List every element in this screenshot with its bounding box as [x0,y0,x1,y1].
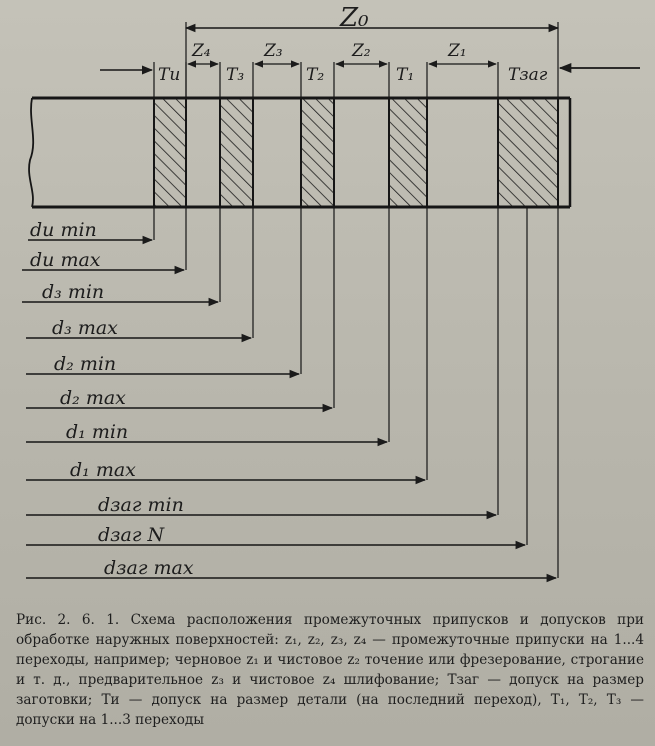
label-dn-max: dи max [30,249,101,271]
zone-tzag [498,98,558,207]
diameter-dimensions [22,207,558,579]
label-t2: T₂ [306,65,325,85]
label-z2: Z₂ [352,41,371,61]
label-d1-max: d₁ max [70,459,136,481]
label-tn: Tи [158,65,181,85]
zone-t3 [220,98,253,207]
label-z1: Z₁ [448,41,467,61]
zone-t2 [301,98,334,207]
z0-label: Z₀ [340,3,369,33]
label-d3-min: d₃ min [42,281,105,303]
zone-t1 [389,98,427,207]
workpiece-body [29,98,570,207]
label-tzag: Tзаг [508,65,548,85]
label-dzag-min: dзаг min [98,494,184,516]
zone-tn [154,98,186,207]
label-dzag-max: dзаг max [104,557,194,579]
label-t3: T₃ [226,65,245,85]
label-t1: T₁ [396,65,415,85]
label-d2-max: d₂ max [60,387,126,409]
chain-dimension [100,41,640,98]
label-z3: Z₃ [264,41,283,61]
tolerance-zones [154,98,558,207]
label-d1-min: d₁ min [66,421,129,443]
label-dn-min: dи min [30,219,97,241]
label-dzag-n: dзаг N [98,524,165,546]
label-d2-min: d₂ min [54,353,117,375]
label-z4: Z₄ [192,41,211,61]
figure-caption: Рис. 2. 6. 1. Схема расположения промежуточных припусков и допусков при обработке наружных поверхностей: z₁, z₂, z₃, z₄ — промежуточные припуски на 1...4 переходы, например; черновое z₁ и чистовое z₂ точение или фрезерование, строгание и т. д., предварительное z₃ и чистовое z₄ шлифование; Tзаг — допуск на размер заготовки; Tи — допуск на размер детали (на последний переход), T₁, T₂, T₃ — допуски на 1...3 переходы [16,612,644,728]
label-d3-max: d₃ max [52,317,118,339]
